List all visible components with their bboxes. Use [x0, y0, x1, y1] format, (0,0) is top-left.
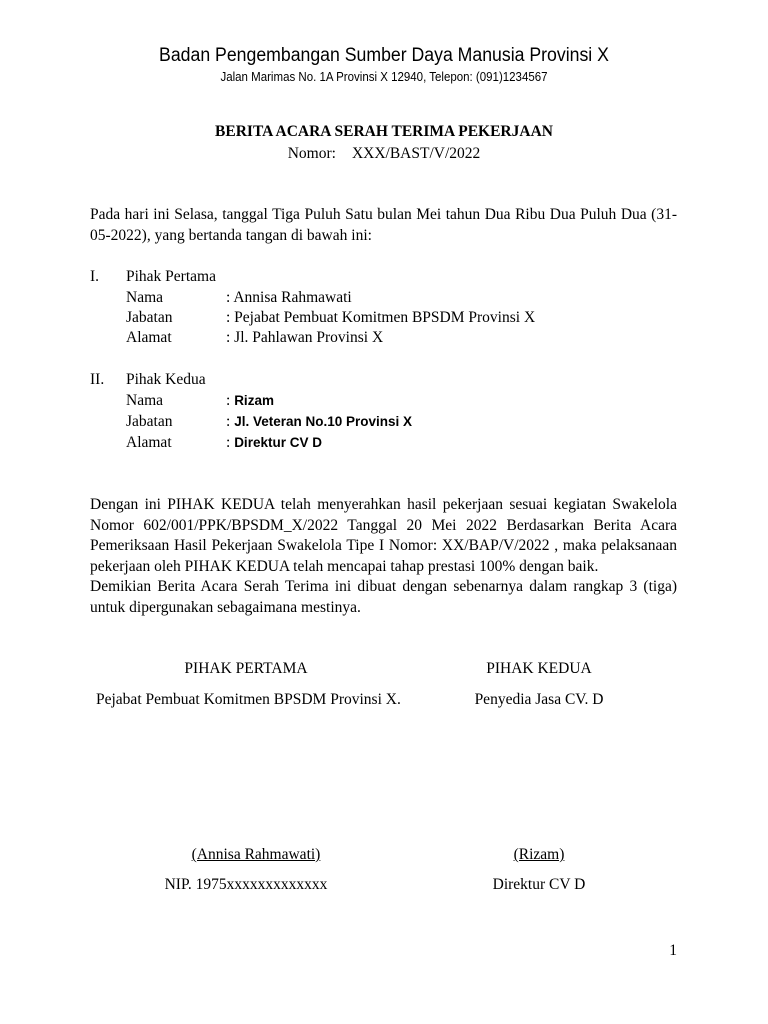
- pihak-kedua-number: II.: [90, 371, 105, 388]
- pihak-kedua-alamat-value: [226, 433, 322, 453]
- signature-right-id: Direktur CV D: [492, 876, 586, 893]
- pihak-pertama-jabatan-label: Jabatan: [126, 309, 173, 326]
- body-paragraph: Dengan ini PIHAK KEDUA telah menyerahkan hasil pekerjaan sesuai kegiatan Swakelola Nomor 602/001/PPK/BPSDM_X/2022 Tanggal 20 Mei 2022 Berdasarkan Berita Acara Pemeriksaan Hasil Pekerjaan Swakelola Tipe I Nomor: XX/BAP/V/2022 , maka pelaksanaan pekerjaan oleh PIHAK KEDUA telah mencapai tahap prestasi 100% dengan baik.: [90, 496, 677, 575]
- colon: :: [226, 392, 235, 409]
- signature-right-role: Penyedia Jasa CV. D: [474, 691, 604, 708]
- colon: :: [226, 434, 235, 451]
- signature-left-name-text: (Annisa Rahmawati): [191, 846, 321, 863]
- pihak-kedua-nama-value: [226, 391, 274, 411]
- pihak-pertama-alamat-label: Alamat: [126, 329, 172, 346]
- pihak-pertama-heading: Pihak Pertama: [126, 268, 216, 285]
- pihak-kedua-jabatan-value: [226, 412, 412, 432]
- signature-right-name: [439, 845, 639, 865]
- pihak-pertama-jabatan-value: : Pejabat Pembuat Komitmen BPSDM Provinsi X: [226, 309, 536, 326]
- pihak-kedua-nama-text: Rizam: [234, 393, 274, 408]
- pihak-pertama-number: I.: [90, 268, 100, 285]
- organization-address: Jalan Marimas No. 1A Provinsi X 12940, Telepon: (091)1234567: [220, 70, 548, 84]
- intro-paragraph: Pada hari ini Selasa, tanggal Tiga Puluh Satu bulan Mei tahun Dua Ribu Dua Puluh Dua (31-05-2022), yang bertanda tangan di bawah ini:: [90, 206, 677, 244]
- signature-right-name-text: (Rizam): [513, 846, 565, 863]
- pihak-kedua-heading: Pihak Kedua: [126, 371, 206, 388]
- signature-left-id: NIP. 1975xxxxxxxxxxxxx: [164, 876, 328, 893]
- organization-name: Badan Pengembangan Sumber Daya Manusia Provinsi X: [159, 45, 609, 66]
- pihak-kedua-nama-label: Nama: [126, 392, 164, 409]
- pihak-kedua-alamat-text: Direktur CV D: [234, 435, 322, 450]
- signature-right-party: PIHAK KEDUA: [486, 660, 592, 677]
- pihak-pertama-nama-value: : Annisa Rahmawati: [226, 289, 352, 306]
- signature-left-party: PIHAK PERTAMA: [184, 660, 308, 677]
- document-number: [0, 145, 768, 163]
- document-number-label: Nomor:: [287, 145, 336, 162]
- pihak-pertama-nama-label: Nama: [126, 289, 164, 306]
- pihak-kedua-alamat-label: Alamat: [126, 434, 172, 451]
- document-title: BERITA ACARA SERAH TERIMA PEKERJAAN: [215, 123, 553, 140]
- closing-paragraph: Demikian Berita Acara Serah Terima ini dibuat dengan sebenarnya dalam rangkap 3 (tiga) untuk dipergunakan sebagaimana mestinya.: [90, 578, 677, 616]
- document-number-value: XXX/BAST/V/2022: [351, 145, 481, 162]
- pihak-kedua-jabatan-text: Jl. Veteran No.10 Provinsi X: [234, 414, 413, 429]
- colon: :: [226, 413, 235, 430]
- pihak-kedua-jabatan-label: Jabatan: [126, 413, 173, 430]
- signature-left-role: Pejabat Pembuat Komitmen BPSDM Provinsi X.: [96, 691, 401, 708]
- page-number: 1: [669, 942, 677, 959]
- signature-left-name: [106, 845, 406, 865]
- pihak-pertama-alamat-value: : Jl. Pahlawan Provinsi X: [226, 329, 384, 346]
